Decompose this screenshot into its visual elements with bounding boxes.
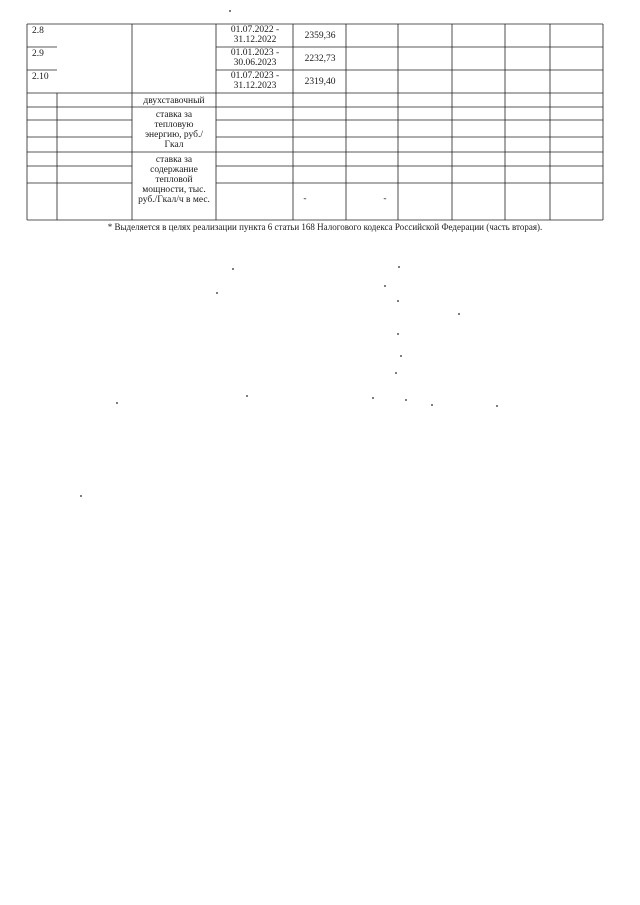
scan-speck: [229, 10, 231, 12]
scan-speck: [458, 313, 460, 315]
scan-speck: [395, 372, 397, 374]
scan-speck: [496, 405, 498, 407]
scan-speck: [398, 266, 400, 268]
two-part-tariff-label: двухставочный: [143, 96, 205, 106]
scan-speck: [397, 300, 399, 302]
scan-speck: [372, 397, 374, 399]
period-cell: 01.07.2022 - 31.12.2022: [230, 25, 280, 45]
scan-speck: [80, 495, 82, 497]
row-number: 2.10: [32, 72, 49, 82]
scan-speck: [400, 355, 402, 357]
scan-speck: [405, 399, 407, 401]
empty-value-dash: -: [303, 194, 307, 204]
tariff-value: 2359,36: [304, 31, 336, 41]
scan-speck: [397, 333, 399, 335]
scan-speck: [216, 292, 218, 294]
row-number: 2.8: [32, 26, 44, 36]
energy-rate-label: ставка за тепловую энергию, руб./Гкал: [144, 110, 204, 150]
empty-value-dash: -: [383, 194, 387, 204]
tariff-value: 2319,40: [304, 77, 336, 87]
row-number: 2.9: [32, 49, 44, 59]
footnote: * Выделяется в целях реализации пункта 6 статьи 168 Налогового кодекса Российской Федерации (часть вторая).: [107, 222, 543, 232]
scan-speck: [246, 395, 248, 397]
scan-speck: [431, 404, 433, 406]
scan-speck: [116, 402, 118, 404]
period-cell: 01.01.2023 - 30.06.2023: [230, 48, 280, 68]
scan-speck: [232, 268, 234, 270]
capacity-rate-label: ставка за содержание тепловой мощности, тыс. руб./Гкал/ч в мес.: [138, 155, 210, 205]
tariff-value: 2232,73: [304, 54, 336, 64]
scan-speck: [384, 285, 386, 287]
period-cell: 01.07.2023 - 31.12.2023: [230, 71, 280, 91]
